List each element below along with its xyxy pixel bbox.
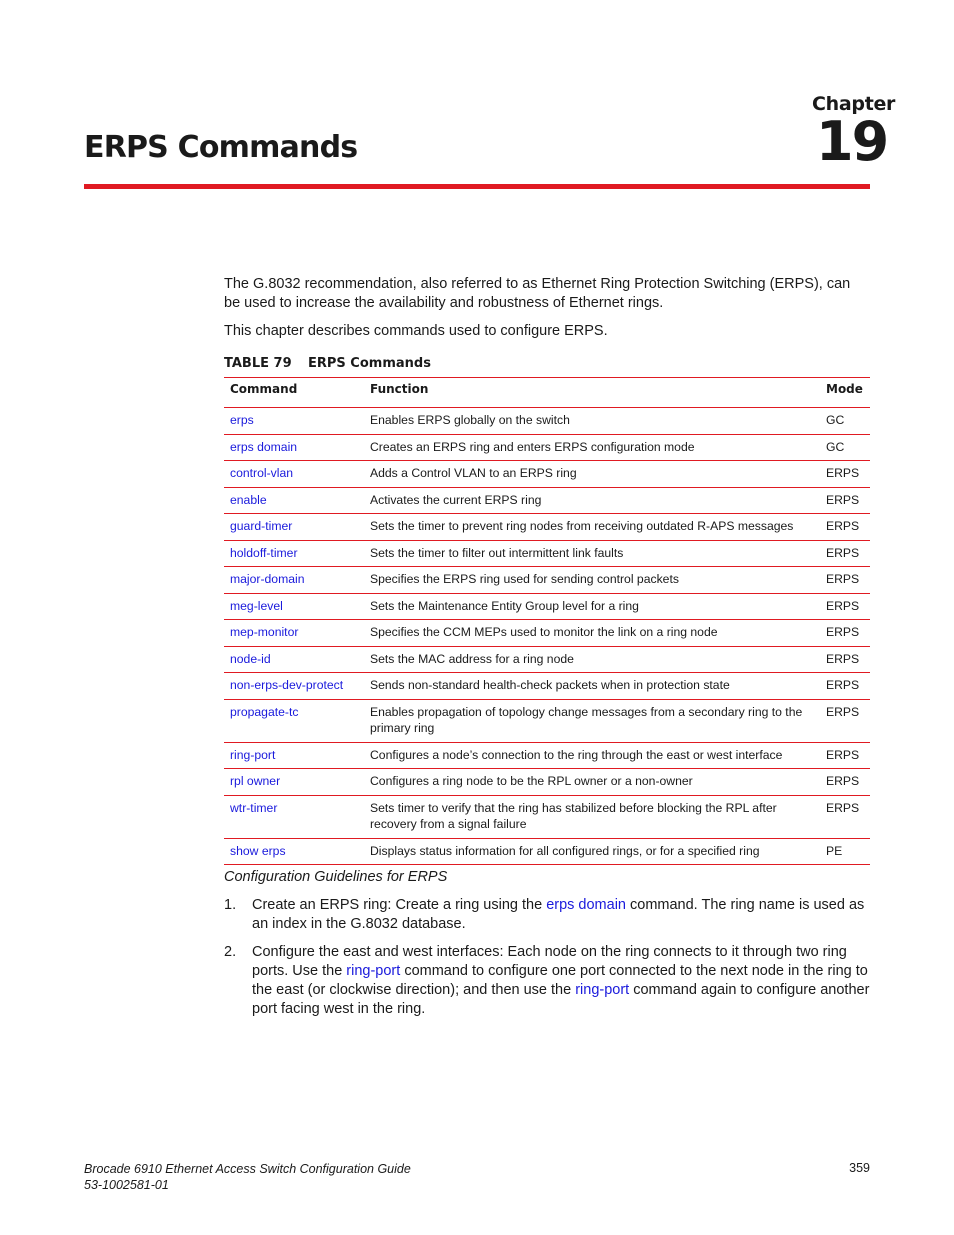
table-caption-title: ERPS Commands xyxy=(308,356,431,371)
step-text-part: Create an ERPS ring: Create a ring using the xyxy=(252,897,547,913)
mode-cell: GC xyxy=(820,408,870,435)
step-text xyxy=(252,943,870,1019)
chapter-number: 19 xyxy=(816,110,888,173)
intro-paragraph-2: This chapter describes commands used to configure ERPS. xyxy=(224,323,608,339)
list-item xyxy=(224,896,870,934)
command-cell xyxy=(224,620,364,647)
command-link-show-erps[interactable]: show erps xyxy=(230,843,286,858)
command-link-non-erps-dev-protect[interactable]: non-erps-dev-protect xyxy=(230,678,344,692)
command-link-node-id[interactable]: node-id xyxy=(230,651,271,666)
function-cell: Adds a Control VLAN to an ERPS ring xyxy=(364,461,820,488)
footer-doc-number: 53-1002581-01 xyxy=(84,1178,169,1192)
header-command: Command xyxy=(224,378,364,408)
intro-paragraph: The G.8032 recommendation, also referred to as Ethernet Ring Protection Switching (ERPS), can be used to increase the availability and robustness of Ethernet rings. xyxy=(224,276,851,311)
function-cell: Sets the timer to filter out intermittent link faults xyxy=(364,540,820,567)
step-number: 1. xyxy=(224,897,237,913)
function-cell: Enables ERPS globally on the switch xyxy=(364,408,820,435)
table-row xyxy=(224,593,870,620)
command-cell xyxy=(224,646,364,673)
table-row xyxy=(224,487,870,514)
page-number: 359 xyxy=(849,1161,870,1175)
command-link-control-vlan[interactable]: control-vlan xyxy=(230,466,293,480)
command-link-major-domain[interactable]: major-domain xyxy=(230,572,305,586)
ring-port-link-2[interactable]: ring-port xyxy=(575,982,630,998)
function-cell: Creates an ERPS ring and enters ERPS configuration mode xyxy=(364,434,820,461)
command-link-erps-domain[interactable]: erps domain xyxy=(230,439,298,454)
command-link-guard-timer[interactable]: guard-timer xyxy=(230,519,293,533)
title-rule xyxy=(84,184,870,189)
function-cell: Displays status information for all configured rings, or for a specified ring xyxy=(364,838,820,865)
table-row xyxy=(224,673,870,700)
command-link-rpl-owner[interactable]: rpl owner xyxy=(230,774,281,788)
command-link-mep-monitor[interactable]: mep-monitor xyxy=(230,625,299,639)
command-link-wtr-timer[interactable]: wtr-timer xyxy=(230,800,278,815)
table-row xyxy=(224,514,870,541)
erps-domain-link[interactable]: erps domain xyxy=(546,897,626,913)
command-cell xyxy=(224,514,364,541)
table-row xyxy=(224,795,870,838)
command-link-holdoff-timer[interactable]: holdoff-timer xyxy=(230,545,298,560)
mode-cell: PE xyxy=(820,838,870,865)
table-row xyxy=(224,540,870,567)
mode-cell: GC xyxy=(820,434,870,461)
table-row xyxy=(224,646,870,673)
command-cell xyxy=(224,795,364,838)
table-caption-number: TABLE 79 xyxy=(224,356,292,371)
command-cell xyxy=(224,838,364,865)
table-row xyxy=(224,838,870,865)
footer-doc-info xyxy=(84,1161,411,1193)
function-cell: Sends non-standard health-check packets when in protection state xyxy=(364,673,820,700)
mode-cell: ERPS xyxy=(820,487,870,514)
command-link-enable[interactable]: enable xyxy=(230,492,267,507)
command-link-ring-port[interactable]: ring-port xyxy=(230,747,276,762)
ring-port-link[interactable]: ring-port xyxy=(346,963,401,979)
table-row xyxy=(224,620,870,647)
mode-cell: ERPS xyxy=(820,699,870,742)
header-mode: Mode xyxy=(820,378,870,408)
command-cell xyxy=(224,769,364,796)
command-link-meg-level[interactable]: meg-level xyxy=(230,598,283,613)
section-heading: Configuration Guidelines for ERPS xyxy=(224,869,448,885)
mode-cell: ERPS xyxy=(820,795,870,838)
mode-cell: ERPS xyxy=(820,620,870,647)
command-cell xyxy=(224,742,364,769)
step-text-part: command to configure one port connected to the next node in the ring to the east (or clockwise direction); and then use the xyxy=(252,963,868,998)
table-row xyxy=(224,699,870,742)
function-cell: Sets the timer to prevent ring nodes from receiving outdated R-APS messages xyxy=(364,514,820,541)
table-row xyxy=(224,567,870,594)
mode-cell: ERPS xyxy=(820,567,870,594)
table-row xyxy=(224,461,870,488)
list-item xyxy=(224,943,870,1019)
function-cell: Configures a node’s connection to the ring through the east or west interface xyxy=(364,742,820,769)
mode-cell: ERPS xyxy=(820,593,870,620)
mode-cell: ERPS xyxy=(820,540,870,567)
function-cell: Enables propagation of topology change messages from a secondary ring to the primary ring xyxy=(364,699,820,742)
command-cell xyxy=(224,699,364,742)
step-text-part: Configure the east and west interfaces: Each node on the ring connects to it through two ring ports. Use the xyxy=(252,944,847,979)
command-link-propagate-tc[interactable]: propagate-tc xyxy=(230,704,299,719)
command-cell xyxy=(224,408,364,435)
table-row xyxy=(224,434,870,461)
command-cell xyxy=(224,593,364,620)
mode-cell: ERPS xyxy=(820,646,870,673)
mode-cell: ERPS xyxy=(820,461,870,488)
command-cell xyxy=(224,673,364,700)
step-text xyxy=(252,896,870,934)
mode-cell: ERPS xyxy=(820,514,870,541)
mode-cell: ERPS xyxy=(820,769,870,796)
table-row xyxy=(224,769,870,796)
function-cell: Specifies the CCM MEPs used to monitor the link on a ring node xyxy=(364,620,820,647)
command-cell xyxy=(224,487,364,514)
chapter-label: Chapter xyxy=(812,93,896,115)
steps-list xyxy=(224,896,870,1028)
table-row xyxy=(224,742,870,769)
function-cell: Configures a ring node to be the RPL owner or a non-owner xyxy=(364,769,820,796)
command-cell xyxy=(224,567,364,594)
step-text-part: command again to configure another port facing west in the ring. xyxy=(252,982,870,1017)
footer-title: Brocade 6910 Ethernet Access Switch Configuration Guide xyxy=(84,1162,411,1176)
command-cell xyxy=(224,461,364,488)
command-cell xyxy=(224,434,364,461)
erps-commands-table xyxy=(224,377,870,865)
table-header-row xyxy=(224,378,870,408)
command-link-erps[interactable]: erps xyxy=(230,413,254,427)
command-cell xyxy=(224,540,364,567)
header-function: Function xyxy=(364,378,820,408)
function-cell: Sets the MAC address for a ring node xyxy=(364,646,820,673)
chapter-title: ERPS Commands xyxy=(84,130,358,165)
function-cell: Sets timer to verify that the ring has stabilized before blocking the RPL after recovery from a signal failure xyxy=(364,795,820,838)
table-caption xyxy=(224,356,431,371)
table-row xyxy=(224,408,870,435)
mode-cell: ERPS xyxy=(820,673,870,700)
mode-cell: ERPS xyxy=(820,742,870,769)
function-cell: Sets the Maintenance Entity Group level for a ring xyxy=(364,593,820,620)
step-number: 2. xyxy=(224,944,237,960)
function-cell: Specifies the ERPS ring used for sending control packets xyxy=(364,567,820,594)
step-text-part: command. The ring name is used as an index in the G.8032 database. xyxy=(252,897,865,932)
function-cell: Activates the current ERPS ring xyxy=(364,487,820,514)
